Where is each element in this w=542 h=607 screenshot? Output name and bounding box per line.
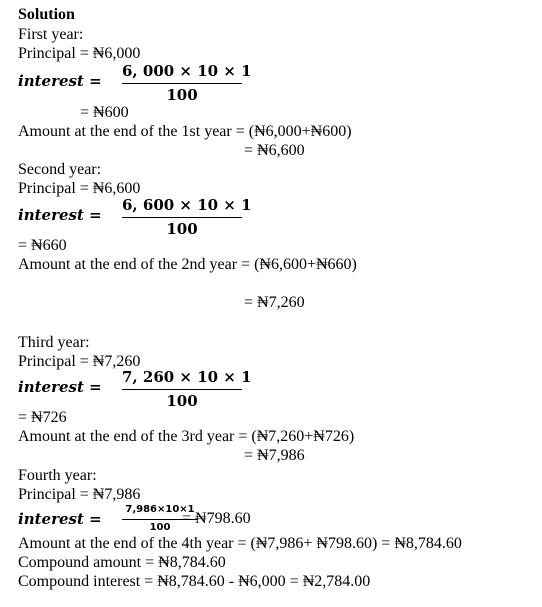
year4-heading: Fourth year: bbox=[18, 467, 97, 484]
year2-principal: Principal = ₦6,600 bbox=[18, 180, 141, 197]
year3-interest-formula bbox=[18, 368, 252, 410]
solution-title: Solution bbox=[18, 6, 75, 23]
year3-interest-result: = ₦726 bbox=[18, 409, 67, 426]
year1-principal: Principal = ₦6,000 bbox=[18, 45, 141, 62]
year1-amount-line: Amount at the end of the 1st year = (₦6,000+₦600) bbox=[18, 123, 352, 140]
interest-label: interest = bbox=[18, 378, 102, 396]
interest-label: interest = bbox=[18, 510, 102, 528]
numerator: 7,986×10×1 bbox=[125, 504, 195, 515]
year1-amount-result: = ₦6,600 bbox=[244, 142, 305, 159]
year3-principal: Principal = ₦7,260 bbox=[18, 353, 141, 370]
interest-label: interest = bbox=[18, 206, 102, 224]
year2-heading: Second year: bbox=[18, 161, 102, 178]
year4-interest-result: = ₦798.60 bbox=[182, 510, 251, 527]
fraction-bar bbox=[122, 389, 242, 390]
year2-amount-result: = ₦7,260 bbox=[244, 294, 305, 311]
denominator: 100 bbox=[166, 220, 198, 238]
numerator: 6, 000 × 10 × 1 bbox=[122, 62, 252, 80]
year4-amount-line: Amount at the end of the 4th year = (₦7,986+ ₦798.60) = ₦8,784.60 bbox=[18, 535, 462, 552]
denominator: 100 bbox=[166, 392, 198, 410]
year2-interest-formula bbox=[18, 196, 252, 238]
year4-principal: Principal = ₦7,986 bbox=[18, 486, 141, 503]
compound-interest: Compound interest = ₦8,784.60 - ₦6,000 = ₦2,784.00 bbox=[18, 573, 371, 590]
year1-heading: First year: bbox=[18, 26, 84, 43]
numerator: 7, 260 × 10 × 1 bbox=[122, 368, 252, 386]
year1-interest-formula bbox=[18, 62, 252, 104]
year3-amount-result: = ₦7,986 bbox=[244, 447, 305, 464]
denominator: 100 bbox=[149, 522, 171, 533]
year3-amount-line: Amount at the end of the 3rd year = (₦7,260+₦726) bbox=[18, 428, 355, 445]
year1-interest-result: = ₦600 bbox=[80, 104, 129, 121]
fraction-bar bbox=[122, 217, 242, 218]
fraction-bar bbox=[122, 83, 242, 84]
year2-interest-result: = ₦660 bbox=[18, 237, 67, 254]
denominator: 100 bbox=[166, 86, 198, 104]
year3-heading: Third year: bbox=[18, 334, 90, 351]
year2-amount-line: Amount at the end of the 2nd year = (₦6,600+₦660) bbox=[18, 256, 357, 273]
interest-label: interest = bbox=[18, 72, 102, 90]
compound-amount: Compound amount = ₦8,784.60 bbox=[18, 554, 226, 571]
numerator: 6, 600 × 10 × 1 bbox=[122, 196, 252, 214]
